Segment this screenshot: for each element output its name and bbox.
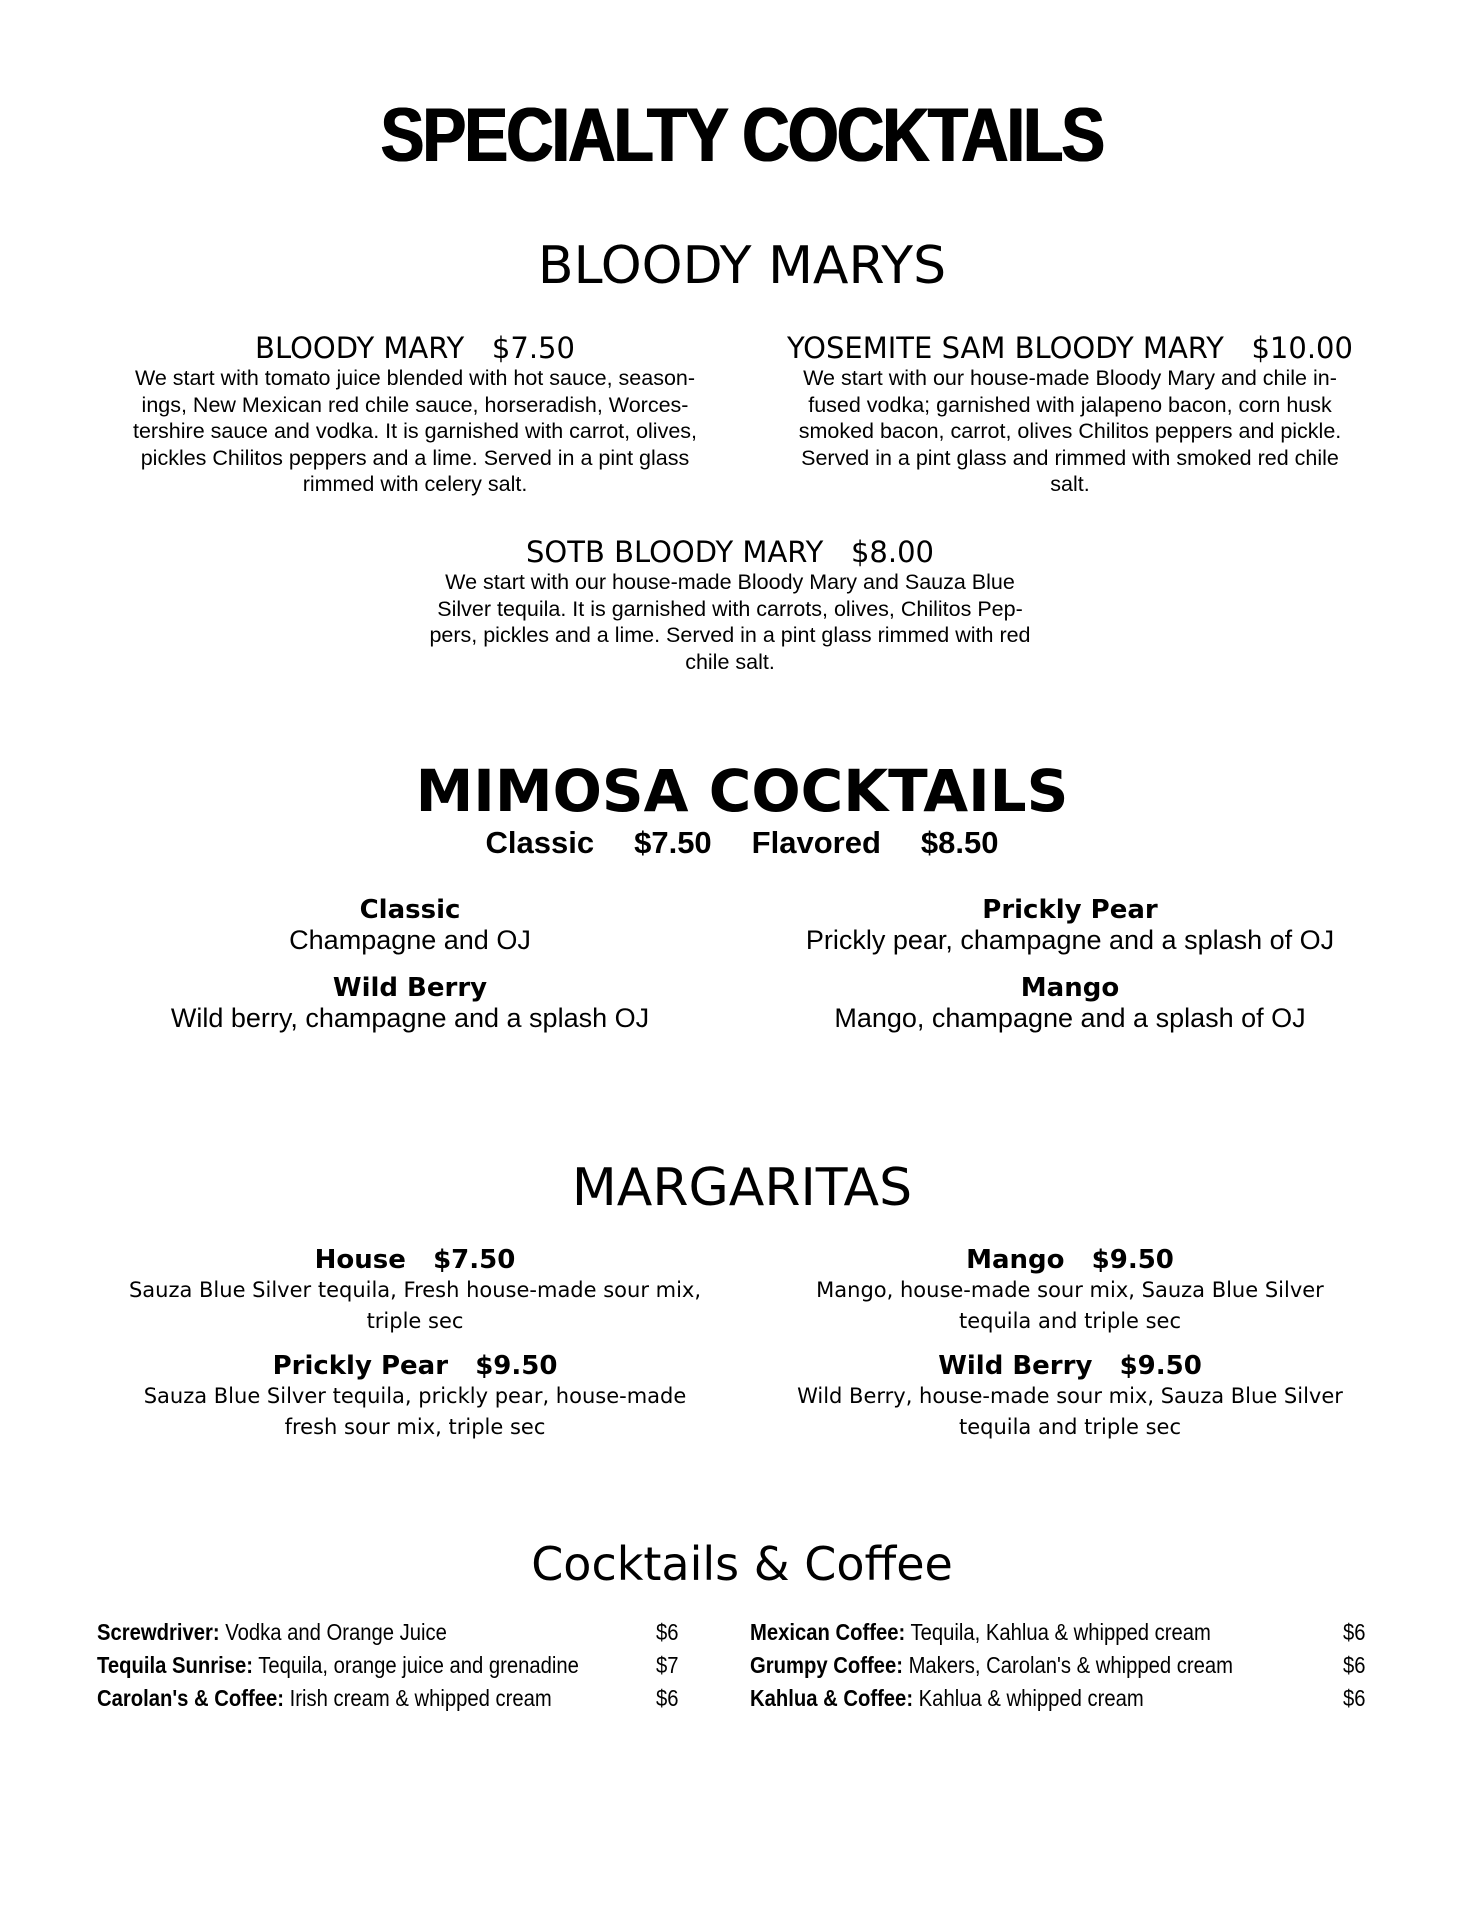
desc-line: We start with our house-made Bloody Mary and Sauza Blue xyxy=(445,570,1015,594)
margarita-desc xyxy=(85,1275,745,1337)
desc-line: fused vodka; garnished with jalapeno bacon, corn husk xyxy=(808,392,1332,417)
margarita-name: Mango xyxy=(966,1245,1065,1275)
desc-line: Silver tequila. It is garnished with carrots, olives, Chilitos Pep- xyxy=(437,596,1023,621)
desc-line: Mango, house-made sour mix, Sauza Blue Silver xyxy=(816,1278,1324,1302)
mimosa-desc: Wild berry, champagne and a splash OJ xyxy=(170,1003,650,1033)
cocktail-desc: Vodka and Orange Juice xyxy=(225,1619,447,1645)
bloody-marys-heading: BLOODY MARYS xyxy=(537,236,947,296)
margarita-wild-berry xyxy=(740,1351,1400,1443)
drink-price: $7.50 xyxy=(491,331,575,365)
margarita-price: $9.50 xyxy=(1091,1245,1174,1275)
margarita-price: $7.50 xyxy=(433,1245,516,1275)
cocktail-name: Screwdriver: xyxy=(97,1619,220,1645)
desc-line: Wild Berry, house-made sour mix, Sauza Blue Silver xyxy=(797,1384,1343,1408)
mimosa-prickly-pear xyxy=(760,895,1380,956)
desc-line: Sauza Blue Silver tequila, prickly pear, house-made xyxy=(143,1384,687,1408)
mimosa-desc: Champagne and OJ xyxy=(289,925,531,955)
cocktail-price: $7 xyxy=(656,1652,679,1678)
mimosa-mango xyxy=(760,973,1380,1034)
desc-line: smoked bacon, carrot, olives Chilitos peppers and pickle. xyxy=(798,419,1342,443)
margarita-name: Wild Berry xyxy=(938,1351,1093,1381)
cocktail-price: $6 xyxy=(656,1685,679,1711)
mimosa-name: Mango xyxy=(1020,973,1120,1003)
drink-name-line xyxy=(740,331,1400,365)
mimosa-name: Prickly Pear xyxy=(982,895,1158,925)
mimosa-name: Wild Berry xyxy=(332,973,488,1003)
cocktails-coffee-heading: Cocktails & Coffee xyxy=(531,1537,953,1591)
mimosa-desc: Mango, champagne and a splash of OJ xyxy=(834,1003,1306,1033)
coffee-row xyxy=(750,1616,1211,1649)
cocktail-desc: Tequila, orange juice and grenadine xyxy=(258,1652,579,1678)
mimosa-heading: MIMOSA COCKTAILS xyxy=(415,757,1069,825)
mimosa-price: $8.50 xyxy=(920,825,999,860)
cocktail-name: Tequila Sunrise: xyxy=(97,1652,253,1678)
cocktail-price: $6 xyxy=(656,1619,679,1645)
cocktail-row xyxy=(97,1616,447,1649)
mimosa-price-label: Classic xyxy=(485,825,595,860)
coffee-desc: Tequila, Kahlua & whipped cream xyxy=(910,1619,1211,1645)
coffee-name: Grumpy Coffee: xyxy=(750,1652,903,1678)
desc-line: tequila and triple sec xyxy=(958,1309,1182,1333)
desc-line: chile salt. xyxy=(685,649,775,674)
margarita-name-line xyxy=(740,1245,1400,1275)
margarita-name-line xyxy=(85,1351,745,1381)
cocktail-row xyxy=(97,1649,579,1682)
margarita-desc xyxy=(740,1275,1400,1337)
mimosa-price-line xyxy=(0,825,1484,861)
margaritas-heading: MARGARITAS xyxy=(571,1158,913,1218)
coffee-desc: Kahlua & whipped cream xyxy=(918,1685,1144,1711)
drink-name-line xyxy=(380,535,1080,569)
drink-description xyxy=(380,569,1080,675)
margarita-price: $9.50 xyxy=(475,1351,558,1381)
margarita-price: $9.50 xyxy=(1119,1351,1202,1381)
drink-name: BLOODY MARY xyxy=(255,331,465,365)
mimosa-price-label: Flavored xyxy=(751,825,881,860)
desc-line: fresh sour mix, triple sec xyxy=(284,1415,546,1439)
coffee-row xyxy=(750,1649,1233,1682)
page-title: SPECIALTY COCKTAILS xyxy=(380,93,1104,178)
desc-line: pickles Chilitos peppers and a lime. Served in a pint glass xyxy=(140,445,690,470)
coffee-price: $6 xyxy=(1343,1619,1366,1645)
desc-line: We start with our house-made Bloody Mary and chile in- xyxy=(803,366,1337,390)
mimosa-classic xyxy=(110,895,710,956)
desc-line: rimmed with celery salt. xyxy=(302,472,528,496)
margarita-prickly-pear xyxy=(85,1351,745,1443)
drink-description xyxy=(740,365,1400,498)
desc-line: tershire sauce and vodka. It is garnished with carrot, olives, xyxy=(132,419,698,443)
coffee-name: Mexican Coffee: xyxy=(750,1619,906,1645)
desc-line: ings, New Mexican red chile sauce, horseradish, Worces- xyxy=(141,392,689,417)
desc-line: triple sec xyxy=(366,1309,464,1333)
margarita-house xyxy=(85,1245,745,1337)
desc-line: Served in a pint glass and rimmed with smoked red chile xyxy=(801,445,1339,470)
desc-line: Sauza Blue Silver tequila, Fresh house-made sour mix, xyxy=(128,1278,702,1302)
drink-name: SOTB BLOODY MARY xyxy=(526,535,824,569)
drink-price: $10.00 xyxy=(1251,331,1353,365)
yosemite-sam-bloody-mary-item xyxy=(740,331,1400,498)
margarita-desc xyxy=(85,1381,745,1443)
mimosa-price: $7.50 xyxy=(634,825,712,860)
cocktail-row xyxy=(97,1682,552,1715)
drink-name-line xyxy=(85,331,745,365)
margarita-name: Prickly Pear xyxy=(272,1351,449,1381)
cocktail-desc: Irish cream & whipped cream xyxy=(289,1685,552,1711)
mimosa-name: Classic xyxy=(359,895,461,925)
sotb-bloody-mary-item xyxy=(380,535,1080,675)
desc-line: tequila and triple sec xyxy=(958,1415,1182,1439)
desc-line: salt. xyxy=(1050,472,1090,496)
drink-name: YOSEMITE SAM BLOODY MARY xyxy=(787,331,1224,365)
margarita-name-line xyxy=(85,1245,745,1275)
cocktail-name: Carolan's & Coffee: xyxy=(97,1685,285,1711)
coffee-price: $6 xyxy=(1343,1652,1366,1678)
coffee-row xyxy=(750,1682,1144,1715)
coffee-name: Kahlua & Coffee: xyxy=(750,1685,914,1711)
drink-description xyxy=(85,365,745,498)
mimosa-desc: Prickly pear, champagne and a splash of OJ xyxy=(805,925,1335,955)
coffee-desc: Makers, Carolan's & whipped cream xyxy=(908,1652,1234,1678)
desc-line: We start with tomato juice blended with hot sauce, season- xyxy=(134,366,696,390)
margarita-mango xyxy=(740,1245,1400,1337)
margarita-desc xyxy=(740,1381,1400,1443)
drink-price: $8.00 xyxy=(850,535,934,569)
mimosa-wild-berry xyxy=(110,973,710,1034)
bloody-mary-item xyxy=(85,331,745,498)
margarita-name-line xyxy=(740,1351,1400,1381)
margarita-name: House xyxy=(314,1245,406,1275)
desc-line: pers, pickles and a lime. Served in a pint glass rimmed with red xyxy=(429,623,1031,647)
coffee-price: $6 xyxy=(1343,1685,1366,1711)
